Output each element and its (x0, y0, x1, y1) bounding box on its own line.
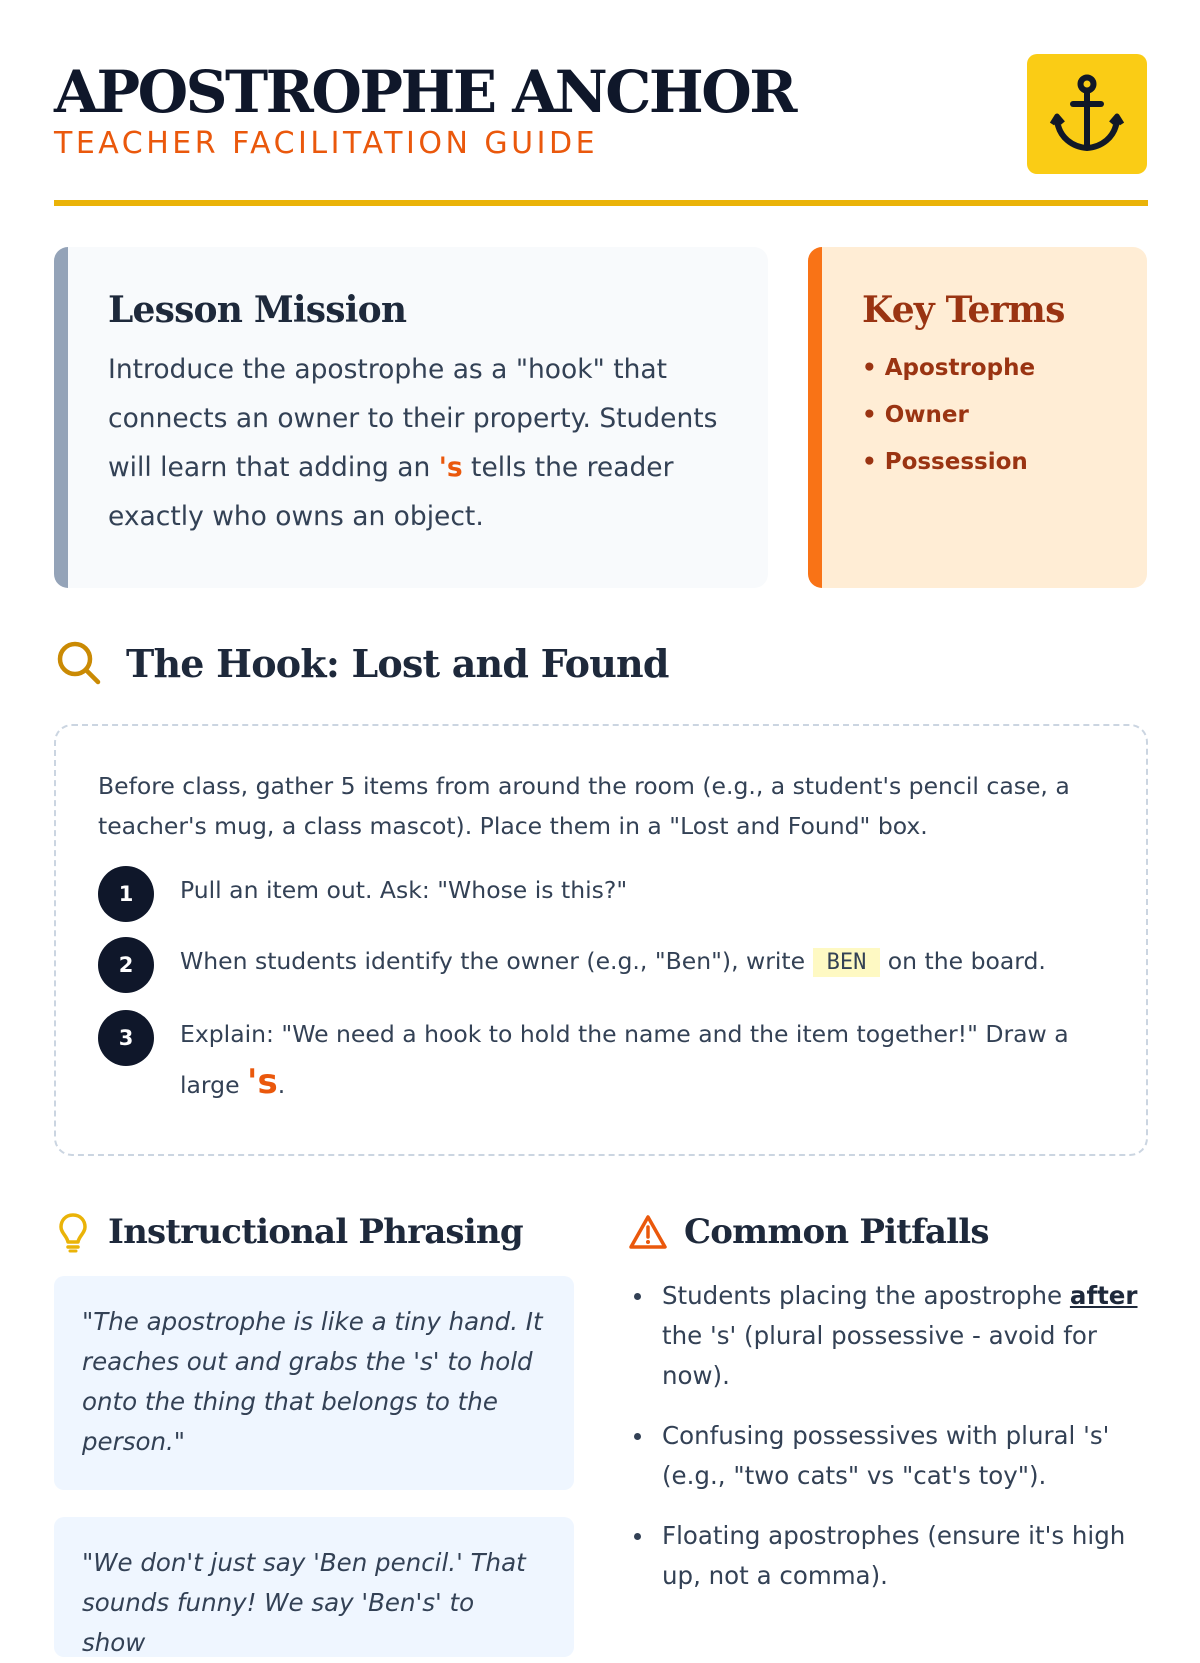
phrasing-section-header (58, 1212, 523, 1252)
step-text: Pull an item out. Ask: "Whose is this?" (180, 876, 628, 904)
step-text (180, 1010, 1106, 1109)
mission-highlight: 's (438, 452, 463, 483)
header (54, 58, 1148, 162)
step-text-before: Explain: "We need a hook to hold the name and the item together!" Draw a large (180, 1020, 1069, 1099)
pitfall-emphasis: after (1069, 1281, 1138, 1310)
pitfall-item: Floating apostrophes (ensure it's high up, not a comma). (628, 1516, 1148, 1596)
hook-heading: The Hook: Lost and Found (126, 640, 669, 686)
key-term-item: • Apostrophe (862, 355, 1036, 381)
page-title: APOSTROPHE ANCHOR (54, 58, 795, 126)
pitfalls-heading: Common Pitfalls (684, 1212, 989, 1252)
warning-icon (628, 1214, 668, 1250)
pitfalls-section-header (628, 1212, 989, 1252)
step-number-badge: 2 (98, 937, 154, 993)
anchor-icon (1051, 74, 1123, 154)
hook-activity-box (54, 724, 1148, 1156)
logo-badge (1027, 54, 1147, 174)
code-ben: BEN (813, 948, 881, 977)
magnifier-icon (56, 640, 102, 686)
step-text-before: When students identify the owner (e.g., "Ben"), write (180, 947, 813, 975)
phrasing-quote: "We don't just say 'Ben pencil.' That sounds funny! We say 'Ben's' to show (54, 1517, 574, 1657)
key-term-item: • Owner (862, 402, 969, 428)
big-apostrophe-s: 's (247, 1062, 278, 1102)
step-number-badge: 3 (98, 1010, 154, 1066)
hook-section-header (56, 640, 669, 686)
pitfall-text-before: Students placing the apostrophe (662, 1281, 1070, 1310)
pitfall-text-after: the 's' (plural possessive - avoid for now). (662, 1321, 1097, 1390)
key-terms-heading: Key Terms (862, 289, 1065, 331)
mission-text-after: tells the reader exactly who owns an object. (108, 452, 674, 532)
hook-step (98, 1010, 1106, 1109)
mission-text-before: Introduce the apostrophe as a "hook" that connects an owner to their property. Students will learn that adding an (108, 354, 718, 483)
mission-text (108, 345, 732, 541)
step-text-after: on the board. (880, 947, 1046, 975)
lightbulb-icon (58, 1212, 88, 1252)
key-terms-list (862, 345, 1127, 486)
key-term-item: • Possession (862, 449, 1028, 475)
step-text-after: . (277, 1071, 286, 1099)
pitfall-item (628, 1276, 1148, 1396)
key-terms-card (808, 247, 1147, 588)
step-text (180, 937, 1106, 987)
pitfall-item: Confusing possessives with plural 's' (e.g., "two cats" vs "cat's toy"). (628, 1416, 1148, 1496)
phrasing-heading: Instructional Phrasing (108, 1212, 523, 1252)
hook-intro: Before class, gather 5 items from around the room (e.g., a student's pencil case, a teacher's mug, a class mascot). Place them in a "Lost and Found" box. (98, 772, 1070, 840)
hook-step (98, 937, 1106, 987)
lesson-mission-card (54, 247, 768, 588)
pitfalls-list (628, 1276, 1148, 1616)
hook-step (98, 866, 1106, 914)
header-divider (54, 200, 1148, 206)
mission-heading: Lesson Mission (108, 289, 407, 331)
phrasing-quote: "The apostrophe is like a tiny hand. It reaches out and grabs the 's' to hold onto the thing that belongs to the person." (54, 1276, 574, 1490)
page-subtitle: TEACHER FACILITATION GUIDE (54, 126, 599, 161)
step-number-badge: 1 (98, 866, 154, 922)
